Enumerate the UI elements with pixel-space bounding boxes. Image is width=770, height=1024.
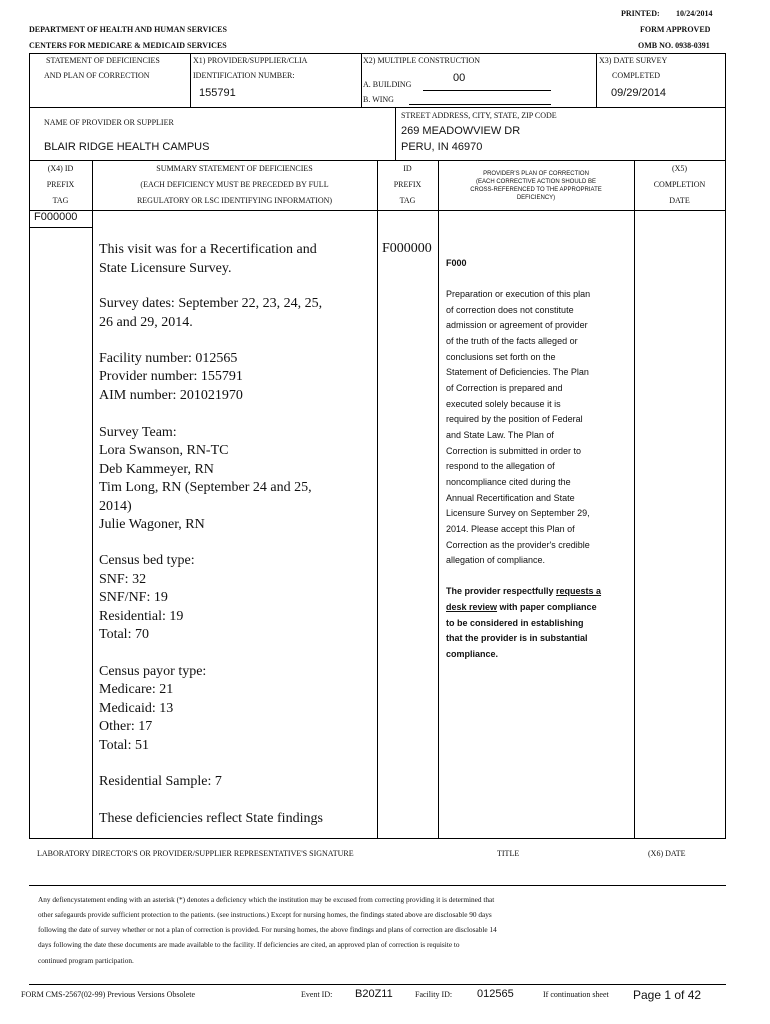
survey-date-value: 09/29/2014 — [611, 87, 667, 99]
address-city: PERU, IN 46970 — [401, 141, 483, 153]
wing-label: B. WING — [363, 95, 394, 104]
poc-line: conclusions set forth on the — [446, 352, 556, 362]
x5-header-3: DATE — [669, 196, 690, 205]
poc-line: respond to the allegation of — [446, 461, 555, 471]
poc-line: Licensure Survey on September 29, — [446, 508, 590, 518]
omb-number: OMB NO. 0938-0391 — [638, 41, 710, 50]
summary-line: Julie Wagoner, RN — [99, 517, 205, 532]
poc-bold-line-5: compliance. — [446, 649, 499, 659]
facility-id-value: 012565 — [477, 988, 514, 1000]
disclaimer-line: continued program participation. — [38, 956, 134, 965]
summary-header-3: REGULATORY OR LSC IDENTIFYING INFORMATION) — [136, 196, 333, 205]
summary-line: SNF/NF: 19 — [99, 590, 168, 605]
poc-line: of the truth of the facts alleged or — [446, 336, 578, 346]
poc-line: and State Law. The Plan of — [446, 430, 554, 440]
poc-bold-underlined: desk review — [446, 602, 498, 612]
x4-id-header: (X4) ID — [47, 164, 74, 173]
facility-id-label: Facility ID: — [415, 990, 453, 999]
summary-line: Total: 51 — [99, 738, 149, 753]
statement-label-1: STATEMENT OF DEFICIENCIES — [46, 56, 160, 65]
poc-header-1: PROVIDER'S PLAN OF CORRECTION — [483, 171, 589, 177]
continuation-label: If continuation sheet — [543, 990, 609, 999]
x4-prefix-header: PREFIX — [46, 180, 75, 189]
poc-bold-line-1 — [446, 584, 601, 600]
summary-line: 26 and 29, 2014. — [99, 315, 193, 330]
poc-line: allegation of compliance. — [446, 555, 546, 565]
id-header-3: TAG — [399, 196, 416, 205]
poc-line: Annual Recertification and State — [446, 493, 575, 503]
summary-line: State Licensure Survey. — [99, 261, 232, 276]
building-label: A. BUILDING — [363, 80, 412, 89]
poc-header-3: CROSS-REFERENCED TO THE APPROPRIATE — [470, 187, 602, 193]
id-header-2: PREFIX — [393, 180, 422, 189]
disclaimer-line: days following the date these documents are made available to the facility. If deficiencies are cited, an approved plan of correction is requisite to — [38, 940, 460, 949]
poc-line: 2014. Please accept this Plan of — [446, 524, 575, 534]
x5-header-2: COMPLETION — [653, 180, 706, 189]
summary-line: AIM number: 201021970 — [99, 388, 243, 403]
event-id-value: B20Z11 — [355, 988, 393, 1000]
summary-line: Survey Team: — [99, 425, 177, 440]
id-prefix-tag: F000000 — [382, 241, 432, 256]
summary-line: Deb Kammeyer, RN — [99, 462, 214, 477]
poc-line: Correction as the provider's credible — [446, 540, 590, 550]
summary-line: Survey dates: September 22, 23, 24, 25, — [99, 296, 323, 311]
statement-label-2: AND PLAN OF CORRECTION — [44, 71, 150, 80]
poc-bold-text: with paper compliance — [497, 602, 597, 612]
poc-line: of correction does not constitute — [446, 305, 574, 315]
summary-header-1: SUMMARY STATEMENT OF DEFICIENCIES — [156, 164, 313, 173]
provider-name-label: NAME OF PROVIDER OR SUPPLIER — [44, 118, 174, 127]
poc-bold-text: The provider respectfully — [446, 586, 557, 596]
summary-line: SNF: 32 — [99, 572, 147, 587]
disclaimer-line: following the date of survey whether or not a plan of correction is provided. For nursing homes, the above findings and plans of correction are disclosable 14 — [38, 925, 497, 934]
disclaimer-line: Any defiencystatement ending with an asterisk (*) denotes a deficiency which the institution may be excused from correcting providing it is determined that — [38, 895, 495, 904]
poc-line: admission or agreement of provider — [446, 320, 588, 330]
poc-line: required by the position of Federal — [446, 414, 583, 424]
summary-line: Lora Swanson, RN-TC — [99, 443, 229, 458]
page-number: Page 1 of 42 — [633, 988, 702, 1002]
summary-line: These deficiencies reflect State findings — [99, 811, 323, 826]
dept-title: DEPARTMENT OF HEALTH AND HUMAN SERVICES — [29, 25, 227, 34]
poc-header-2: (EACH CORRECTIVE ACTION SHOULD BE — [475, 179, 597, 185]
poc-line: of Correction is prepared and — [446, 383, 563, 393]
summary-line: Residential: 19 — [99, 609, 184, 624]
address-label: STREET ADDRESS, CITY, STATE, ZIP CODE — [401, 111, 557, 120]
event-id-label: Event ID: — [301, 990, 333, 999]
poc-bold-line-2 — [446, 600, 597, 616]
poc-bold-line-3: to be considered in establishing — [446, 618, 584, 628]
x5-header-1: (X5) — [671, 164, 688, 173]
x6-date-label: (X6) DATE — [648, 849, 686, 858]
poc-line: Correction is submitted in order to — [446, 446, 582, 456]
poc-heading: F000 — [446, 258, 467, 268]
form-approved: FORM APPROVED — [640, 25, 711, 34]
provider-id-value: 155791 — [199, 87, 236, 99]
x1-label-2: IDENTIFICATION NUMBER: — [193, 71, 295, 80]
summary-line: This visit was for a Recertification and — [99, 242, 317, 257]
building-value: 00 — [453, 72, 466, 84]
summary-header-2: (EACH DEFICIENCY MUST BE PRECEDED BY FULL — [140, 180, 329, 189]
poc-bold-underlined: requests a — [556, 586, 602, 596]
x4-tag-header: TAG — [52, 196, 69, 205]
summary-line: Residential Sample: 7 — [99, 774, 222, 789]
poc-bold-line-4: that the provider is in substantial — [446, 633, 588, 643]
summary-line: Medicaid: 13 — [99, 701, 174, 716]
printed-date: 10/24/2014 — [676, 9, 713, 18]
x1-label: X1) PROVIDER/SUPPLIER/CLIA — [193, 56, 308, 65]
summary-line: Census payor type: — [99, 664, 207, 679]
x3-label: X3) DATE SURVEY — [599, 56, 668, 65]
summary-line: 2014) — [99, 499, 132, 514]
printed-label: PRINTED: — [621, 9, 660, 18]
x3-label-2: COMPLETED — [612, 71, 660, 80]
centers-title: CENTERS FOR MEDICARE & MEDICAID SERVICES — [29, 41, 227, 50]
poc-line: Statement of Deficiencies. The Plan — [446, 367, 589, 377]
summary-line: Tim Long, RN (September 24 and 25, — [99, 480, 312, 495]
provider-name-value: BLAIR RIDGE HEALTH CAMPUS — [44, 141, 210, 153]
signature-label: LABORATORY DIRECTOR'S OR PROVIDER/SUPPLIER REPRESENTATIVE'S SIGNATURE — [37, 849, 354, 858]
id-header-1: ID — [403, 164, 412, 173]
poc-line: noncompliance cited during the — [446, 477, 571, 487]
address-street: 269 MEADOWVIEW DR — [401, 125, 521, 137]
poc-header-4: DEFICIENCY) — [516, 195, 556, 201]
summary-line: Other: 17 — [99, 719, 153, 734]
title-label: TITLE — [497, 849, 520, 858]
poc-line: Preparation or execution of this plan — [446, 289, 591, 299]
x2-label: X2) MULTIPLE CONSTRUCTION — [363, 56, 481, 65]
disclaimer-line: other safegaurds provide sufficient protection to the patients. (see instructions.) Except for nursing homes, the findings stated above are disclosable 90 days — [38, 910, 492, 919]
summary-line: Total: 70 — [99, 627, 149, 642]
deficiency-tag: F000000 — [34, 211, 78, 223]
summary-line: Medicare: 21 — [99, 682, 174, 697]
summary-line: Provider number: 155791 — [99, 369, 243, 384]
summary-line: Facility number: 012565 — [99, 351, 238, 366]
poc-line: executed solely because it is — [446, 399, 561, 409]
form-number: FORM CMS-2567(02-99) Previous Versions Obsolete — [21, 990, 196, 999]
summary-line: Census bed type: — [99, 553, 195, 568]
